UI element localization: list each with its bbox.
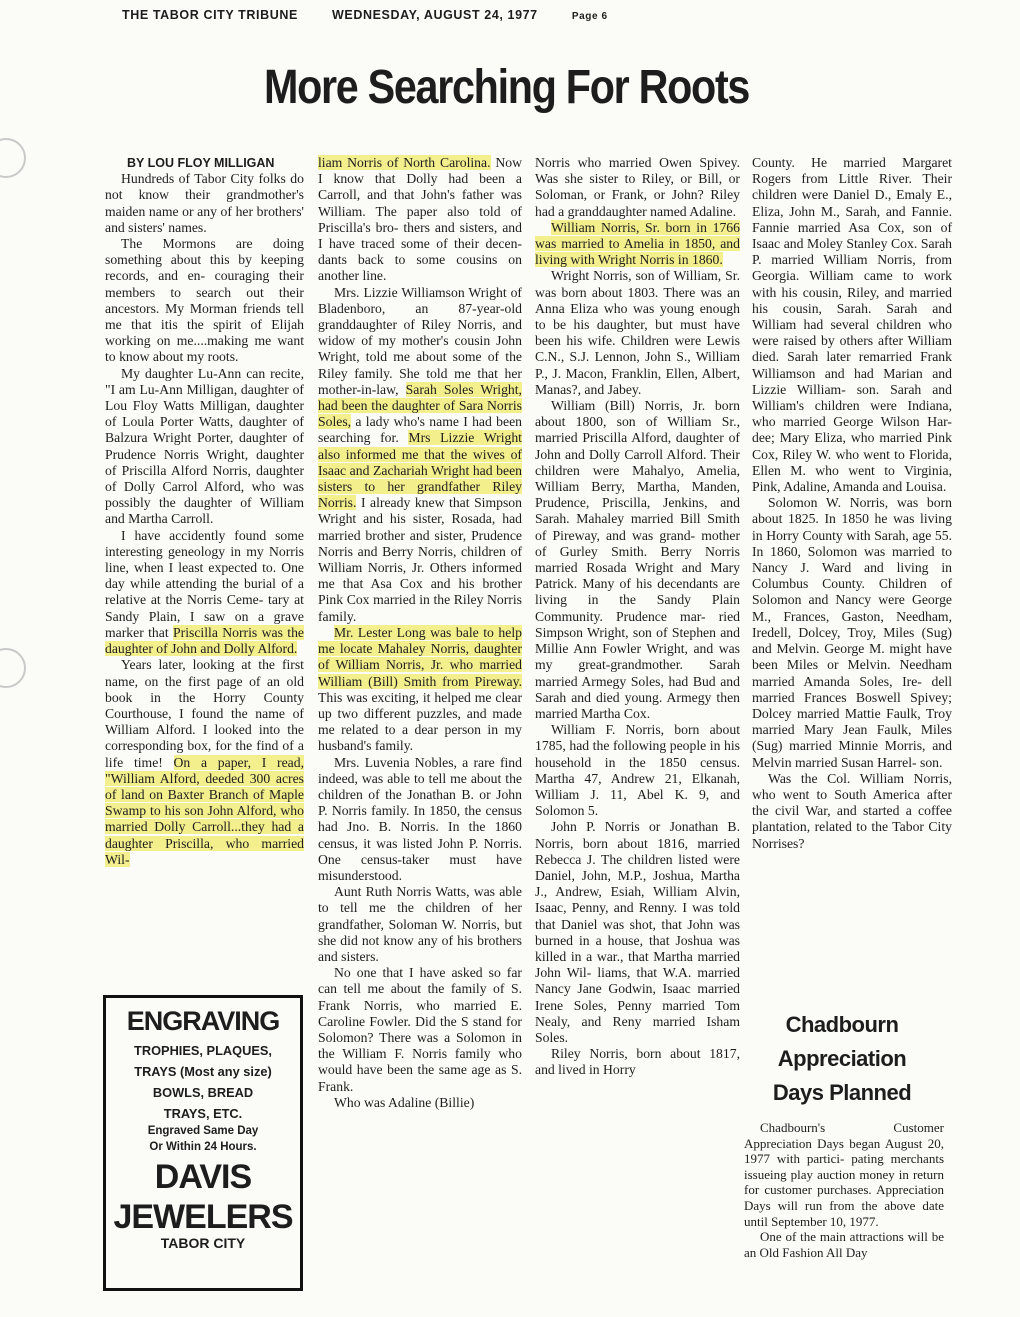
highlighted-text: Mrs Lizzie Wright also informed me that the wives of Isaac and Zachariah Wright had been sisters to her grandfather Riley Norris.: [318, 430, 522, 511]
paragraph: [105, 657, 304, 868]
paragraph: Riley Norris, born about 1817, and lived in Horry: [535, 1046, 740, 1078]
ad-line: TROPHIES, PLAQUES,: [134, 1043, 272, 1058]
paragraph: One of the main attractions will be an Old Fashion All Day: [744, 1229, 944, 1260]
paragraph: My daughter Lu-Ann can recite, "I am Lu-Ann Milligan, daughter of Lou Floy Watts Milligan, daughter of Loula Porter Watts, daughter of Balzura Wright Porter, daughter of Prudence Norris Wright, daughter of Priscilla Alford Norris, daughter of Dolly Carrol Alford, who was possibly the daughter of William and Martha Carroll.: [105, 365, 304, 527]
text-run: Mrs. Lizzie Williamson Wright of Bladenboro, an 87-year-old granddaughter of Riley Norris, and widow of my mother's cousin John Wright, told me about some of the Riley family. She told me that her mother-in-law,: [318, 284, 522, 397]
ad-small-line: Or Within 24 Hours.: [149, 1141, 257, 1153]
brief-headline-line: Appreciation: [777, 1046, 907, 1071]
article-column-3: [535, 155, 740, 1079]
paragraph: John P. Norris or Jonathan B. Norris, born about 1816, married Rebecca J. The children listed were Daniel, John, M.P., Joshua, Martha J., Andrew, Esiah, William Alvin, Isaac, Penny, and Renny. I was told that Daniel was shot, that John was burned in a house, that Joshua was killed in a war., that Martha married John Wil- liams, that W.A. married Nancy Jane Godwin, Isaac married Irene Soles, Penny married Tom Nealy, and Reny married Isham Soles.: [535, 819, 740, 1045]
brief-headline-line: Chadbourn: [785, 1012, 899, 1037]
brief-headline: [757, 1008, 927, 1110]
paragraph: Wright Norris, son of William, Sr. was born about 1803. There was an Anna Eliza who was young enough to be his daughter, but must have been his wife. Children were Lewis C.N., S.J. Lennon, John S., William P., J. Macon, Franklin, Ellen, Albert, Manas?, and Jabey.: [535, 268, 740, 397]
highlighted-text: Priscilla Norris was the daughter of John and Dolly Alford.: [105, 624, 304, 657]
paragraph: Aunt Ruth Norris Watts, was able to tell me the children of her grandfather, Soloman W. Norris, but she did not know any of his brothers and sisters.: [318, 884, 522, 964]
paragraph: [318, 285, 522, 625]
paper-name: THE TABOR CITY TRIBUNE: [122, 8, 298, 22]
punch-hole: [0, 648, 26, 688]
headline: More Searching For Roots: [264, 61, 750, 114]
paragraph: Mrs. Luvenia Nobles, a rare find indeed, was able to tell me about the children of the Jonathan B. or John P. Norris family. In 1850, the census had Jno. B. Norris. In the 1860 census, it was listed John P. Norris. One census-taker must have misunderstood.: [318, 754, 522, 883]
article-column-2: [318, 155, 522, 1111]
paragraph: Norris who married Owen Spivey. Was she sister to Riley, or Bill, or Soloman, or Frank, or John? Riley had a granddaughter named Adaline.: [535, 155, 740, 219]
ad-line: TRAYS, ETC.: [163, 1106, 243, 1121]
highlighted-text: On a paper, I read, "William Alford, deeded 300 acres of land on Baxter Branch of Maple Swamp to his son John Alford, who married Dolly Carroll...they had a daughter Priscilla, who married Wil-: [105, 754, 304, 867]
text-run: Years later, looking at the first name, on the first page of an old book in the Horry County Courthouse, I found the name of William Alford. I looked into the corresponding box, for the find of a life time!: [105, 657, 304, 770]
ad-line: TRAYS (Most any size): [134, 1064, 272, 1079]
text-run: I have accidently found some interesting geneology in my Norris line, when I least expected to. One day while attending the burial of a relative at the Norris Ceme- tary at Sandy Plain, I saw on a grave marker that: [105, 527, 304, 640]
highlighted-text: Sarah Soles Wright, had been the daughter of Sara Norris Soles,: [318, 381, 522, 430]
issue-date: WEDNESDAY, AUGUST 24, 1977: [332, 8, 538, 22]
brief-body: [744, 1120, 944, 1260]
paragraph: County. He married Margaret Rogers from Little River. Their children were Daniel D., Emaly E., Eliza, John M., Sarah, and Fannie. Fannie married Asa Cox, son of Isaac and Moley Stanley Cox. Sarah P. married William Norris, from Georgia. William came to work with his cousin, Riley, and married his cousin, Sarah. Sarah and William had several children who were raised by others after William died. Sarah later remarried Frank Williamson and had Marian and Lizzie William- son. Sarah and William's children were Indiana, who married George Wilson Har- dee; Mary Eliza, who married Pink Cox, Riley W. who went to Florida, Ellen M. who went to Virginia, Pink, Adaline, Amanda and Louisa.: [752, 155, 952, 495]
paragraph: The Mormons are doing something about this by keeping records, and en- couraging their members to search out their ancestors. My Morman friends tell me that itis the spirit of Elijah working on me....making me want to know about my roots.: [105, 236, 304, 365]
ad-city: TABOR CITY: [160, 1235, 246, 1251]
paragraph: Was the Col. William Norris, who went to South America after the civil War, and started a coffee plantation, related to the Tabor City Norrises?: [752, 770, 952, 851]
highlighted-text: liam Norris of North Carolina.: [318, 155, 491, 170]
paragraph: William F. Norris, born about 1785, had the following people in his household in the 1850 census. Martha 47, Andrew 21, Elkanah, William J. 11, Abel K. 9, and Solomon 5.: [535, 722, 740, 819]
brief-headline-line: Days Planned: [772, 1080, 912, 1105]
highlighted-text: Mr. Lester Long was bale to help me locate Mahaley Norris, daughter of William Norris, Jr. who married William (Bill) Smith from Pireway.: [318, 624, 522, 689]
ad-small-line: Engraved Same Day: [147, 1125, 259, 1137]
paragraph: Hundreds of Tabor City folks do not know their grandmother's maiden name or any of her brothers' and sisters' names.: [105, 171, 304, 235]
text-run: I already knew that Simpson Wright and his sister, Rosada, had married brother and sister, Prudence Norris and Berry Norris, children of William Norris, Jr. Others informed me that Asa Cox and his brother Pink Cox married in the Riley Norris family.: [318, 495, 522, 624]
paragraph: [535, 220, 740, 269]
paragraph: [318, 155, 522, 285]
masthead: [122, 8, 638, 22]
davis-jewelers-ad: [103, 995, 303, 1291]
text-run: Now I know that Dolly had been a Carroll, and that John's father was William. The paper also told of Priscilla's bro- thers and sisters, and I have traced some of their decen- dants back to some cousins on another line.: [318, 155, 522, 284]
ad-title: ENGRAVING: [126, 1006, 280, 1036]
paragraph: William (Bill) Norris, Jr. born about 1800, son of William Sr., married Priscilla Alford, daughter of John and Dolly Carroll Alford. Their children were Mahalyo, Amelia, William Berry, Martha, Manden, Prudence, Priscilla, Jenkins, and Sarah. Mahaley married Bill Smith of Pireway, and was grand- mother of Gurley Smith. Berry Norris married Rosada Wright and Mary Patrick. Many of his decendants are living in the Sandy Plain Community. Prudence mar- ried Simpson Wright, son of Stephen and Millie Ann Fowler Wright, and was my great-grandmother. Sarah married Armegy Soles, had Bud and Sarah and died young. Armegy then married Martha Cox.: [535, 398, 740, 721]
text-run: This was exciting, it helped me clear up two different puzzles, and made me related to a dear person in my husband's family.: [318, 689, 522, 754]
paragraph: [318, 625, 522, 755]
punch-hole: [0, 138, 26, 178]
article-column-4: [752, 155, 952, 852]
paragraph: Who was Adaline (Billie): [334, 1094, 475, 1110]
byline: BY LOU FLOY MILLIGAN: [127, 156, 275, 170]
page-number: Page 6: [571, 11, 608, 22]
ad-line: BOWLS, BREAD: [152, 1085, 254, 1100]
ad-business-name: DAVIS: [154, 1158, 252, 1196]
ad-business-name-2: JEWELERS: [113, 1198, 293, 1236]
paragraph: [105, 528, 304, 658]
paragraph: No one that I have asked so far can tell me about the family of S. Frank Norris, who married E. Caroline Fowler. Did the S stand for Solomon? There was a Solomon in the William F. Norris family who would have been the same age as S. Frank.: [318, 965, 522, 1094]
text-run: a lady who's name I had been searching for.: [318, 414, 522, 446]
paragraph: Solomon W. Norris, was born about 1825. In 1850 he was living in Horry County with Sarah, age 55. In 1860, Solomon was married to Nancy J. Ward and living in Columbus County. Children of Solomon and Nancy were George M., Frances, Gaston, Needham, Iredell, Dolcey, Troy, Miles (Sug) and Melvin. George M. might have been Miles or Melvin. Needham married Amanda Soles, Ire- dell married Frances Boswell Spivey; Dolcey married Mattie Faulk, Troy married Mary Jean Faulk, Miles (Sug) married Minnie Morris, and Melvin married Susan Harrel- son.: [752, 495, 952, 770]
highlighted-text: William Norris, Sr. born in 1766 was married to Amelia in 1850, and living with Wright Norris in 1860.: [535, 219, 740, 268]
paragraph: Chadbourn's Customer Appreciation Days began August 20, 1977 with partici- pating merchants issueing play auction money in return for customer purchases. Appreciation Days will run from the above date until September 10, 1977.: [744, 1120, 944, 1229]
article-column-1: [105, 155, 304, 868]
